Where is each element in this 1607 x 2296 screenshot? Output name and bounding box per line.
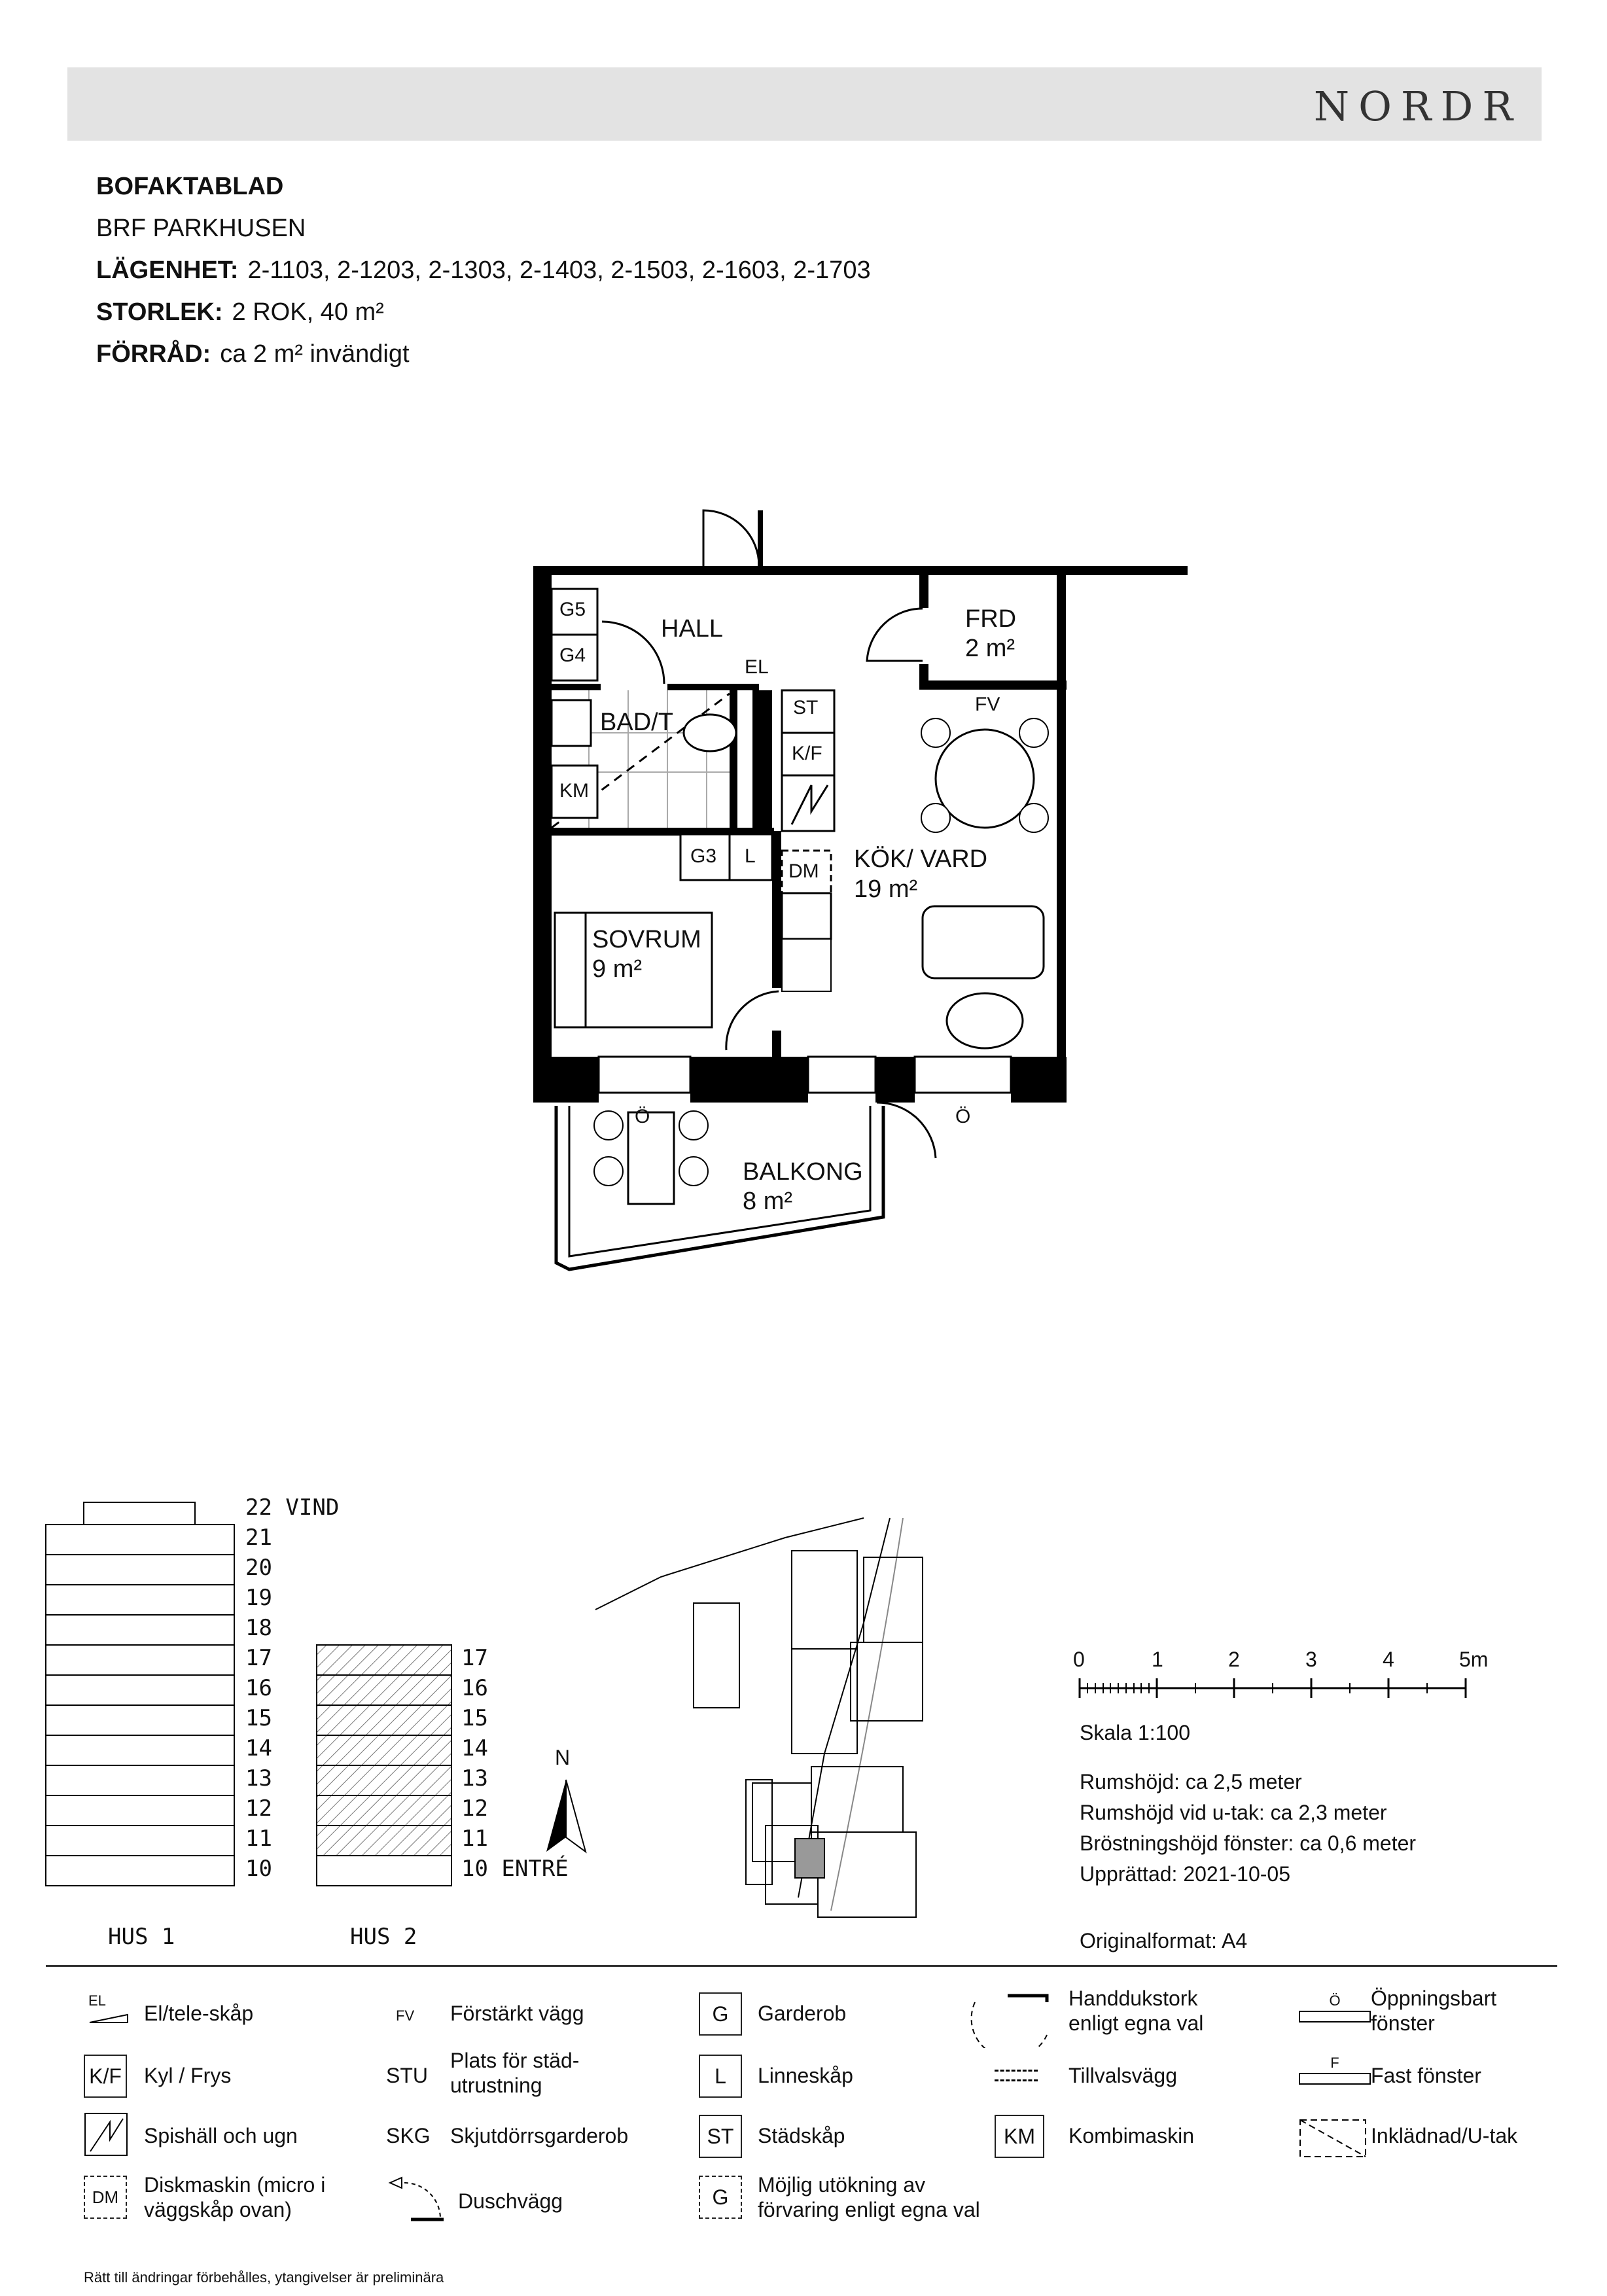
opening-window-icon: Ö xyxy=(1299,1992,1371,2025)
legend-stu-2: utrustning xyxy=(450,2074,542,2097)
nordr-logo: NORDR xyxy=(1313,82,1522,130)
linen-code: L xyxy=(699,2055,742,2098)
legend-divider xyxy=(46,1965,1557,1967)
hus2-floor-list: 17 16 15 14 13 12 11 10 ENTRÉ xyxy=(461,1645,569,1882)
label-frd-area: 2 m² xyxy=(965,635,1015,662)
st-code: ST xyxy=(699,2115,742,2158)
label-window-open-1: Ö xyxy=(635,1106,650,1127)
storage-line: FÖRRÅD: ca 2 m² invändigt xyxy=(96,340,410,368)
site-map xyxy=(576,1492,1047,1924)
room-height: Rumshöjd: ca 2,5 meter xyxy=(1080,1770,1302,1793)
fv-code: FV xyxy=(396,2007,415,2024)
label-st: ST xyxy=(793,697,819,718)
legend-option-wall: Tillvalsvägg xyxy=(1068,2064,1177,2087)
legend-u-tak: Inklädnad/U-tak xyxy=(1371,2124,1518,2147)
legend-open-1: Öppningsbart xyxy=(1371,1987,1497,2010)
original-format: Originalformat: A4 xyxy=(1080,1929,1248,1952)
label-sovrum: SOVRUM xyxy=(592,926,701,953)
label-balkong-area: 8 m² xyxy=(743,1188,792,1215)
el-cabinet-icon: EL xyxy=(88,1992,134,2022)
scale-tick-3: 3 xyxy=(1305,1648,1317,1671)
stove-icon xyxy=(84,2112,130,2158)
label-kf: K/F xyxy=(792,743,822,764)
label-fv: FV xyxy=(975,694,1000,715)
label-frd: FRD xyxy=(965,605,1017,633)
document-title: BOFAKTABLAD xyxy=(96,173,284,200)
brf-name: BRF PARKHUSEN xyxy=(96,215,306,242)
created-date: Upprättad: 2021-10-05 xyxy=(1080,1862,1290,1886)
label-kok-area: 19 m² xyxy=(854,875,918,903)
label-hall: HALL xyxy=(661,615,724,643)
scale-bar xyxy=(1073,1675,1492,1727)
scale-tick-1: 1 xyxy=(1152,1648,1163,1671)
legend-open-2: fönster xyxy=(1371,2011,1435,2035)
legend-el: El/tele-skåp xyxy=(144,2002,254,2025)
kf-code: K/F xyxy=(84,2055,127,2098)
label-l: L xyxy=(745,845,756,867)
scale-tick-4: 4 xyxy=(1383,1648,1394,1671)
scale-tick-0: 0 xyxy=(1073,1648,1085,1671)
label-bad: BAD/T xyxy=(600,709,673,736)
label-g5: G5 xyxy=(559,599,586,620)
apartment-line: LÄGENHET: 2-1103, 2-1203, 2-1303, 2-1403, 2-1503, 2-1603, 2-1703 xyxy=(96,256,871,284)
garderob-code: G xyxy=(699,1992,742,2036)
shower-wall-icon xyxy=(385,2171,450,2223)
storage-option-code: G xyxy=(699,2176,742,2219)
label-window-open-2: Ö xyxy=(955,1106,971,1127)
hus1-label: HUS 1 xyxy=(108,1924,175,1950)
stu-code: STU xyxy=(386,2064,428,2087)
legend-shower: Duschvägg xyxy=(458,2189,563,2213)
scale-tick-5: 5m xyxy=(1459,1648,1489,1671)
size-line: STORLEK: 2 ROK, 40 m² xyxy=(96,298,384,326)
label-dm: DM xyxy=(788,860,819,882)
legend-kf: Kyl / Frys xyxy=(144,2064,232,2087)
fixed-window-icon: F xyxy=(1299,2055,1371,2087)
legend-stove: Spishäll och ugn xyxy=(144,2124,298,2147)
label-balkong: BALKONG xyxy=(743,1158,863,1186)
towel-rail-icon xyxy=(968,1989,1057,2048)
scale-text: Skala 1:100 xyxy=(1080,1721,1191,1744)
skg-code: SKG xyxy=(386,2124,431,2147)
label-el: EL xyxy=(745,656,769,678)
dm-code: DM xyxy=(84,2176,127,2219)
legend-storage-1: Möjlig utökning av xyxy=(758,2173,926,2197)
legend-stu-1: Plats för städ- xyxy=(450,2049,580,2072)
legend-skg: Skjutdörrsgarderob xyxy=(450,2124,629,2147)
legend-towel-2: enligt egna val xyxy=(1068,2011,1204,2035)
legend-towel-1: Handdukstork xyxy=(1068,1987,1198,2010)
label-sovrum-area: 9 m² xyxy=(592,955,642,983)
footnote: Rätt till ändringar förbehålles, ytangivelser är preliminära xyxy=(84,2269,444,2286)
legend-km: Kombimaskin xyxy=(1068,2124,1195,2147)
legend-storage-2: förvaring enligt egna val xyxy=(758,2198,980,2221)
hus2-label: HUS 2 xyxy=(350,1924,417,1950)
legend-dm-2: väggskåp ovan) xyxy=(144,2198,292,2221)
legend-fixed: Fast fönster xyxy=(1371,2064,1481,2087)
legend-g: Garderob xyxy=(758,2002,847,2025)
scale-tick-2: 2 xyxy=(1228,1648,1240,1671)
label-kok: KÖK/ VARD xyxy=(854,845,988,873)
sill-height: Bröstningshöjd fönster: ca 0,6 meter xyxy=(1080,1831,1417,1855)
hus1-floor-list: 22 VIND 21 20 19 18 17 16 15 14 13 12 11 10 xyxy=(245,1494,340,1882)
km-code: KM xyxy=(995,2115,1044,2158)
compass-north: N xyxy=(555,1746,571,1769)
label-km: KM xyxy=(559,780,589,802)
legend-dm-1: Diskmaskin (micro i xyxy=(144,2173,326,2197)
option-wall-icon xyxy=(995,2070,1038,2081)
u-tak-icon xyxy=(1299,2119,1368,2159)
legend-fv: Förstärkt vägg xyxy=(450,2002,584,2025)
label-g4: G4 xyxy=(559,645,586,666)
label-g3: G3 xyxy=(690,845,717,867)
room-height-u: Rumshöjd vid u-tak: ca 2,3 meter xyxy=(1080,1801,1387,1824)
legend-l: Linneskåp xyxy=(758,2064,853,2087)
legend-st: Städskåp xyxy=(758,2124,845,2147)
